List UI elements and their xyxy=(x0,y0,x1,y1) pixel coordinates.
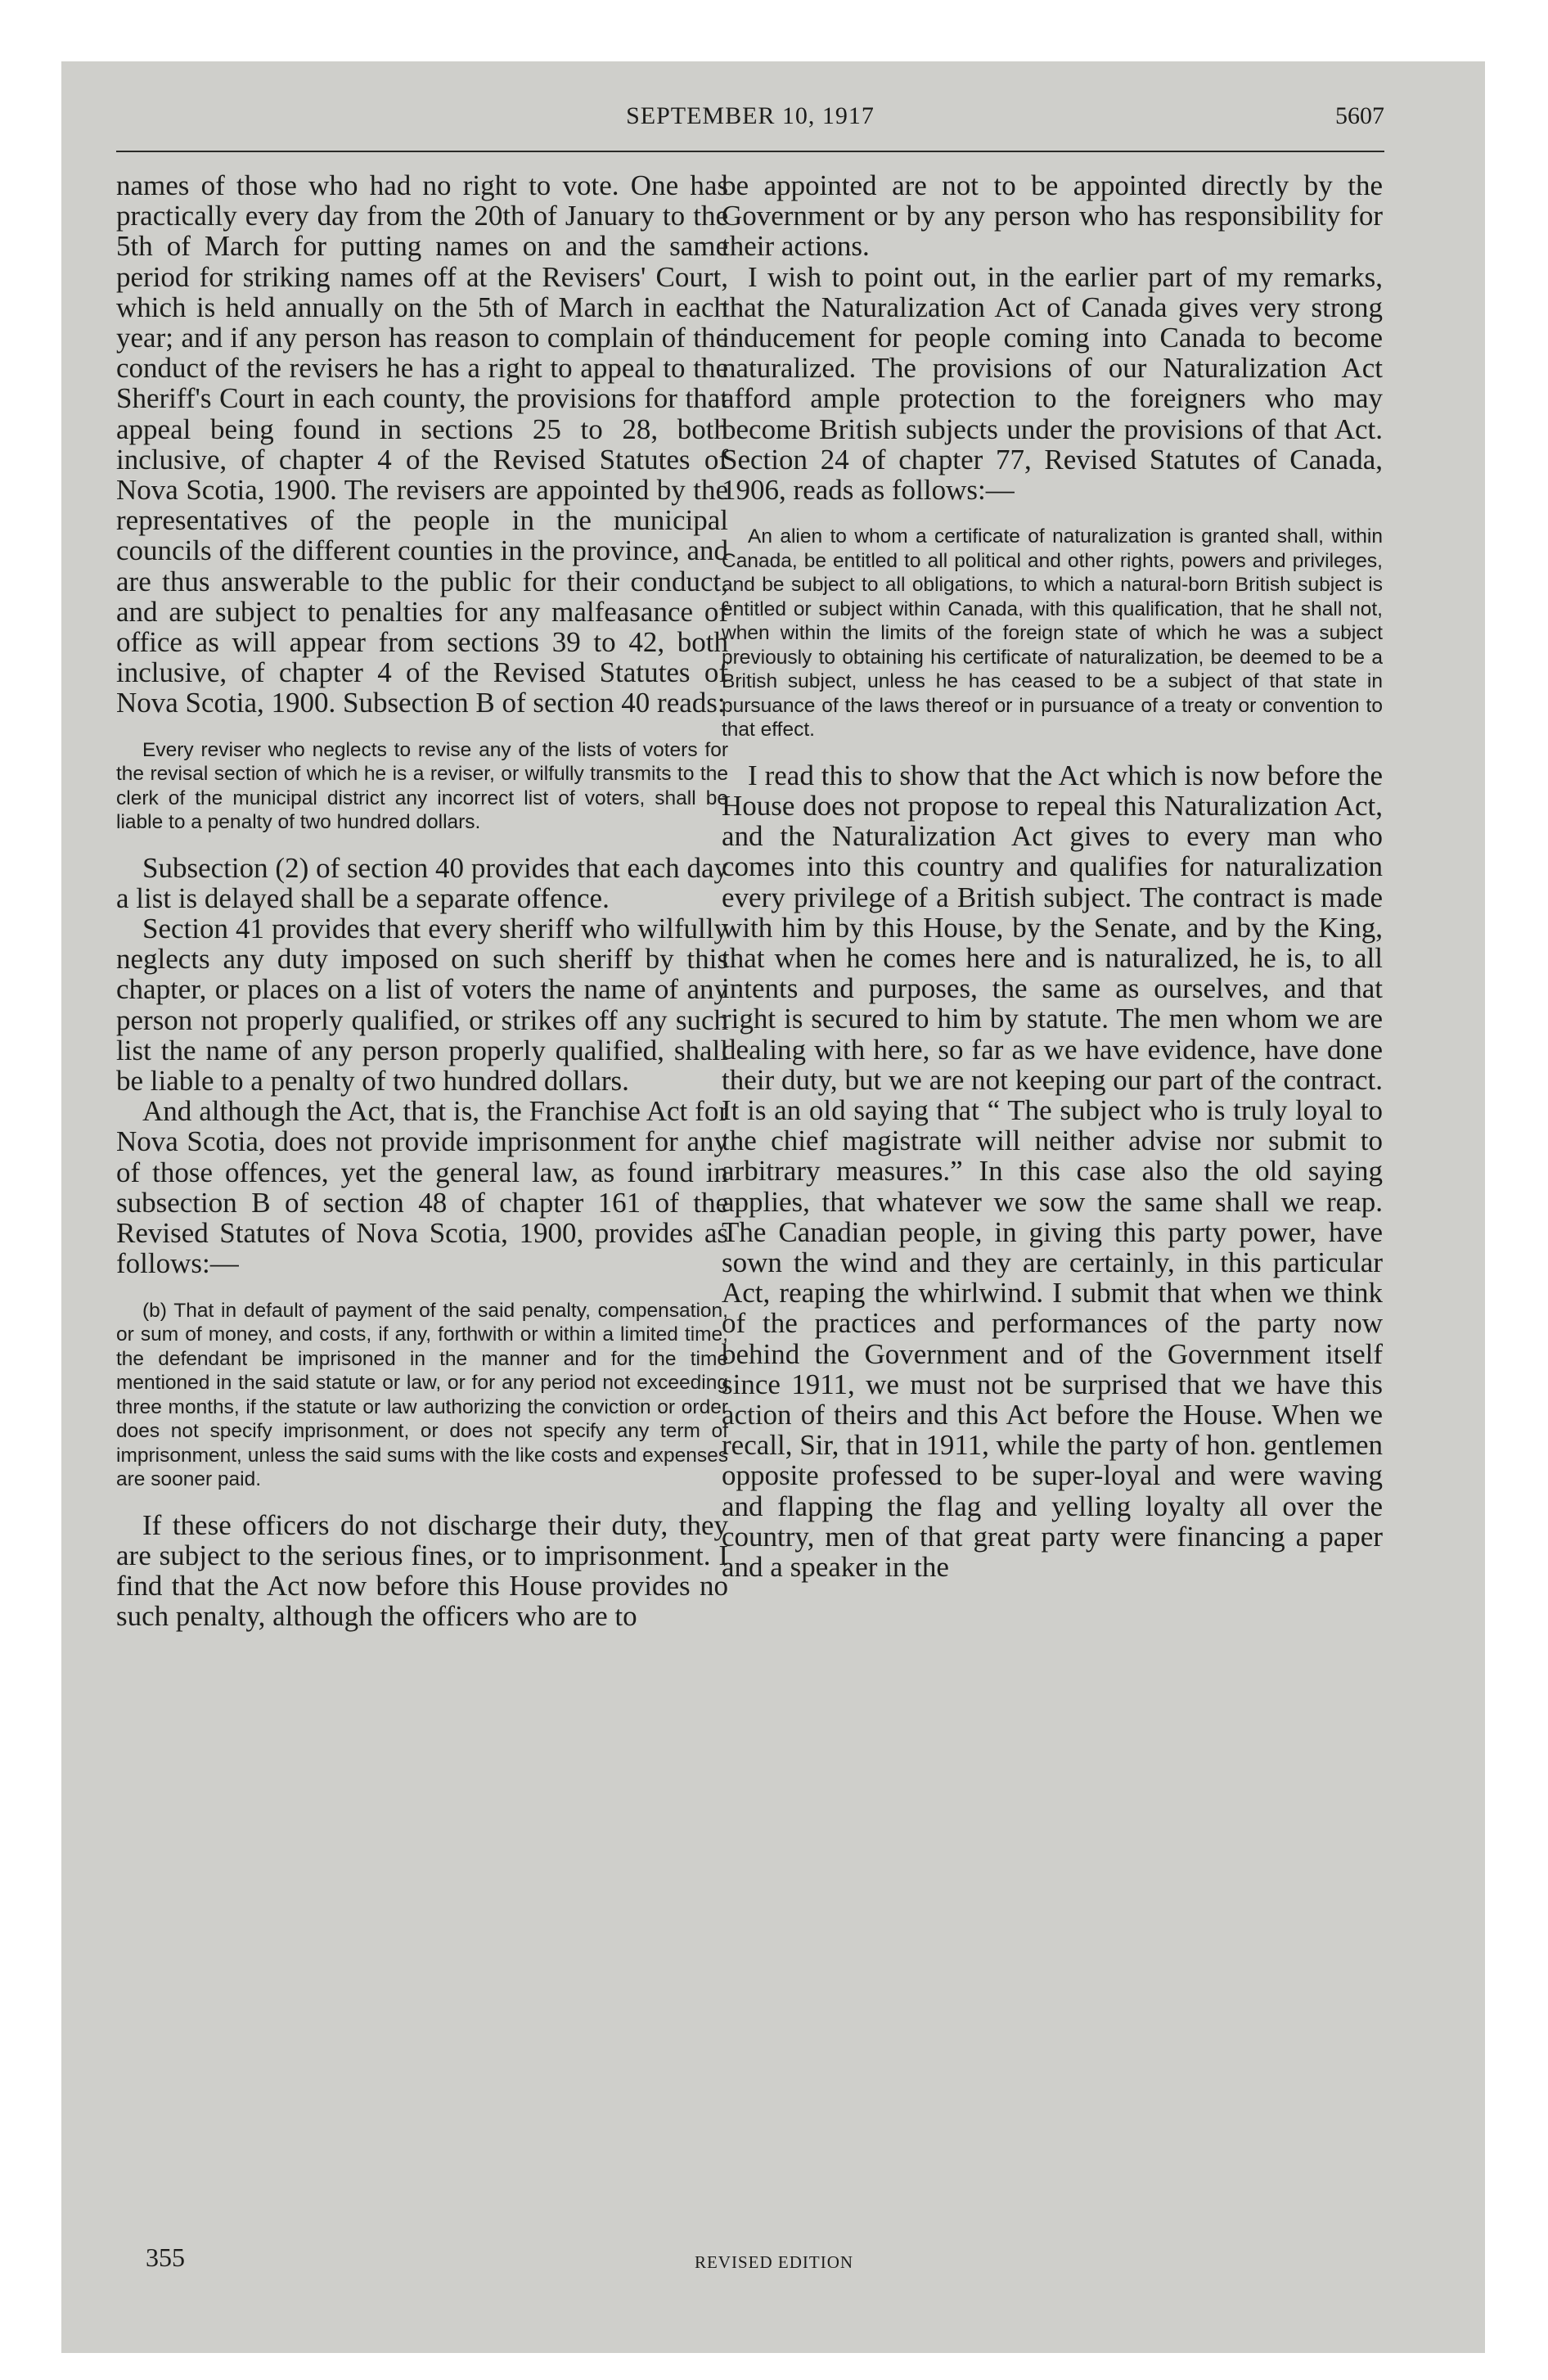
paragraph: I wish to point out, in the earlier part of my remarks, that the Naturalization Act of Canada gives very strong inducement for people coming into Canada to become naturalized. The provisions of our Naturalization Act afford ample protection to the foreigners who may become British subjects under the provisions of that Act. Section 24 of chapter 77, Revised Statutes of Canada, 1906, reads as follows:— xyxy=(722,260,1383,507)
header-rule xyxy=(116,151,1384,152)
quoted-statute: Every reviser who neglects to revise any of the lists of voters for the revisal section of which he is a reviser, or wilfully transmits to the clerk of the municipal district any incorrect list of voters, shall be liable to a penalty of two hundred dollars. xyxy=(116,738,728,834)
paragraph: be appointed are not to be appointed directly by the Government or by any person who has responsibility for their actions. xyxy=(722,169,1383,263)
header-page-number: 5607 xyxy=(1335,102,1384,129)
header-date: SEPTEMBER 10, 1917 xyxy=(626,102,875,129)
footer-signature-number: 355 xyxy=(146,2243,185,2272)
paragraph: I read this to show that the Act which is now before the House does not propose to repeal this Naturalization Act, and the Naturalization Act gives to every man who comes into this country and qualifies for naturalization every privilege of a British subject. The contract is made with him by this House, by the Senate, and by the King, that when he comes here and is naturalized, he is, to all intents and purposes, the same as ourselves, and that right is secured to him by statute. The men whom we are dealing with here, so far as we have evidence, have done their duty, but we are not keeping our part of the contract. It is an old saying that “ The subject who is truly loyal to the chief magistrate will neither advise nor submit to arbitrary measures.” In this case also the old saying applies, that whatever we sow the same shall we reap. The Canadian people, in giving this party power, have sown the wind and they are certainly, in this particular Act, reaping the whirlwind. I submit that when we think of the practices and performances of the party now behind the Government and of the Government itself since 1911, we must not be surprised that we have this action of theirs and this Act before the House. When we recall, Sir, that in 1911, while the party of hon. gentlemen opposite professed to be super-loyal and were waving and flapping the flag and yelling loyalty all over the country, men of that great party were financing a paper and a speaker in the xyxy=(722,759,1383,1584)
paragraph: And although the Act, that is, the Franchise Act for Nova Scotia, does not provide imprisonment for any of those offences, yet the general law, as found in subsection B of section 48 of chapter 161 of the Revised Statutes of Nova Scotia, 1900, provides as follows:— xyxy=(116,1095,728,1280)
page-header xyxy=(116,102,1384,151)
left-column xyxy=(116,170,728,1631)
right-column xyxy=(722,170,1383,1582)
paragraph: names of those who had no right to vote. One has practically every day from the 20th of January to the 5th of March for putting names on and the same period for striking names off at the Revisers' Court, which is held annually on the 5th of March in each year; and if any person has reason to complain of the conduct of the revisers he has a right to appeal to the Sheriff's Court in each county, the provisions for that appeal being found in sections 25 to 28, both inclusive, of chapter 4 of the Revised Statutes of Nova Scotia, 1900. The revisers are appointed by the representatives of the people in the municipal councils of the different counties in the province, and are thus answerable to the public for their conduct, and are subject to penalties for any malfeasance of office as will appear from sections 39 to 42, both inclusive, of chapter 4 of the Revised Statutes of Nova Scotia, 1900. Subsection B of section 40 reads: xyxy=(116,169,728,719)
quoted-statute: An alien to whom a certificate of naturalization is granted shall, within Canada, be entitled to all political and other rights, powers and privileges, and be subject to all obligations, to which a natural-born British subject is entitled or subject within Canada, with this qualification, that he shall not, when within the limits of the foreign state of which he was a subject previously to obtaining his certificate of naturalization, be deemed to be a British subject, unless he has ceased to be a subject of that state in pursuance of the laws thereof or in pursuance of a treaty or convention to that effect. xyxy=(722,525,1383,741)
paragraph: If these officers do not discharge their duty, they are subject to the serious fines, or to imprisonment. I find that the Act now before this House provides no such penalty, although the officers who are to xyxy=(116,1508,728,1633)
paragraph: Section 41 provides that every sheriff who wilfully neglects any duty imposed on such sheriff by this chapter, or places on a list of voters the name of any person not properly qualified, or strikes off any such list the name of any person properly qualified, shall be liable to a penalty of two hundred dollars. xyxy=(116,913,728,1098)
footer-edition: REVISED EDITION xyxy=(694,2252,854,2272)
paragraph: Subsection (2) of section 40 provides that each day a list is delayed shall be a separate offence. xyxy=(116,851,728,914)
quoted-statute: (b) That in default of payment of the said penalty, compensation, or sum of money, and costs, if any, forthwith or within a limited time, the defendant be imprisoned in the manner and for the time mentioned in the said statute or law, or for any period not exceeding three months, if the statute or law authorizing the conviction or order does not specify imprisonment, or does not specify any term of imprisonment, unless the said sums with the like costs and expenses are sooner paid. xyxy=(116,1299,728,1490)
